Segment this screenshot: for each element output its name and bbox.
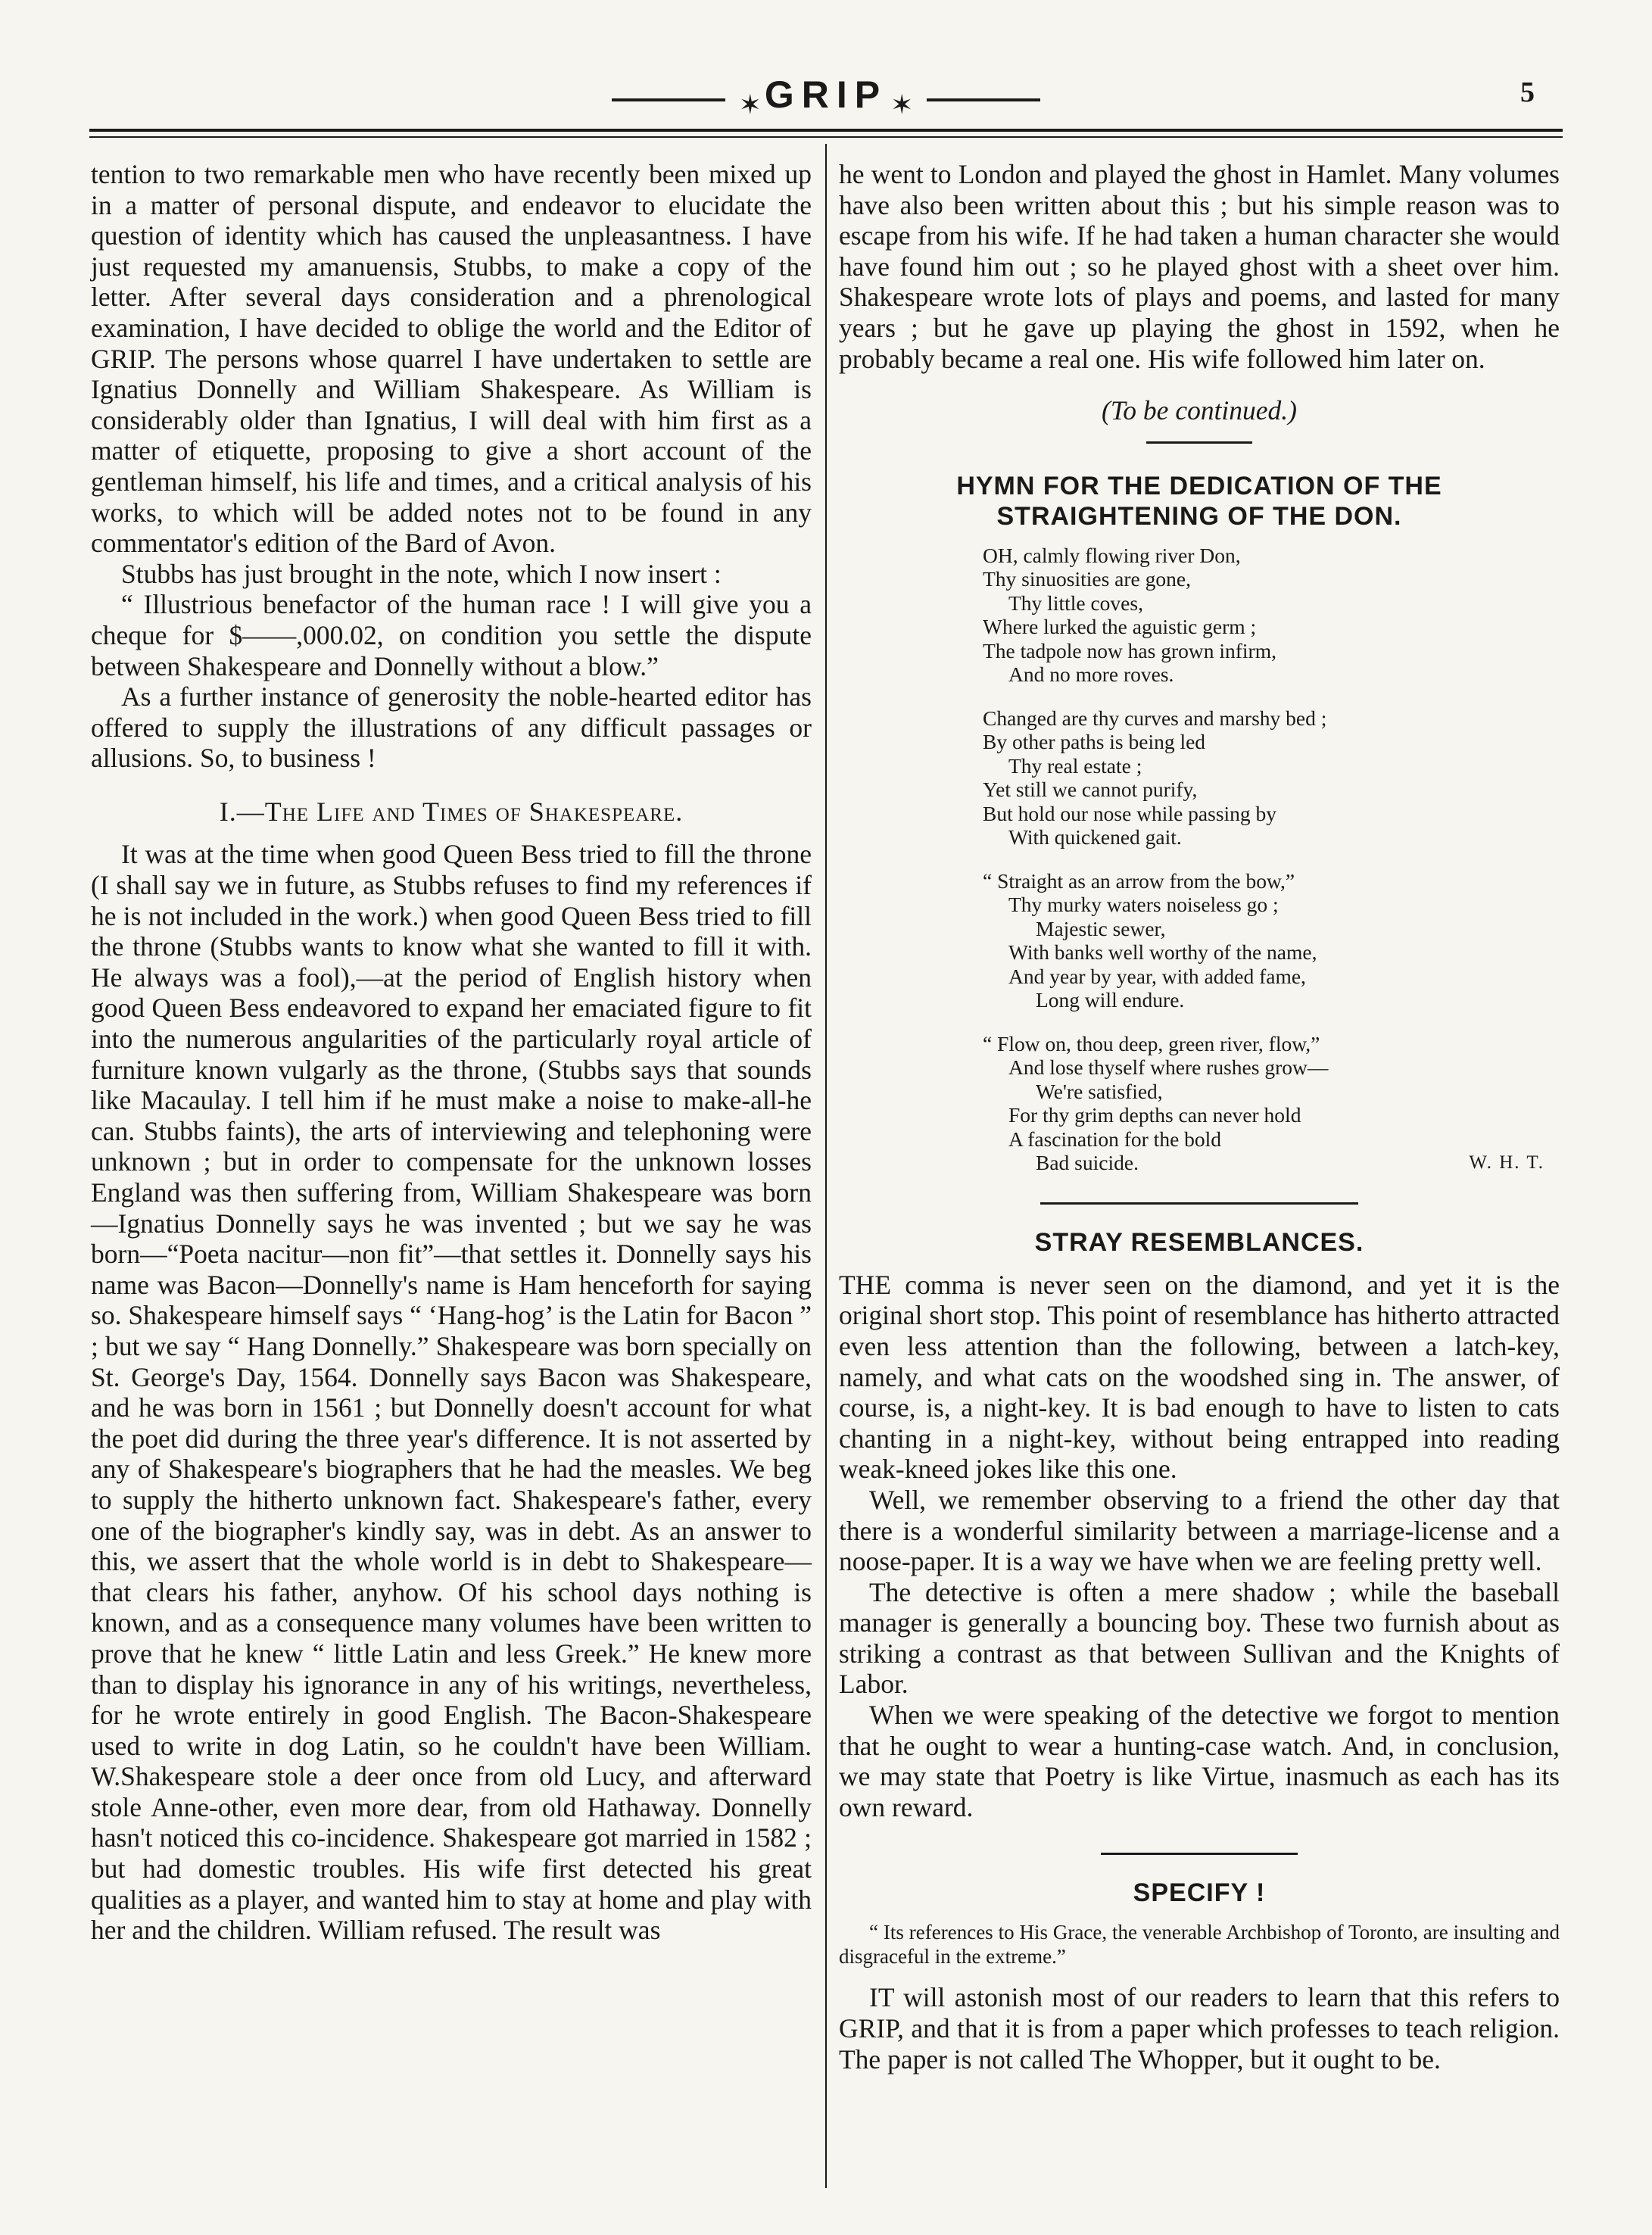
divider-rule bbox=[1101, 1853, 1298, 1855]
poem-line: A fascination for the bold bbox=[1008, 1127, 1222, 1151]
poem-line: We're satisfied, bbox=[1036, 1079, 1163, 1103]
poem-line-text: Bad suicide. bbox=[1036, 1151, 1139, 1175]
poem-line: Thy real estate ; bbox=[1008, 753, 1142, 778]
hymn-headline-line-1: HYMN FOR THE DEDICATION OF THE bbox=[956, 471, 1442, 500]
poem-stanza bbox=[983, 544, 1560, 687]
poem-line: And no more roves. bbox=[1008, 662, 1174, 687]
article-paragraph: Well, we remember observing to a friend the other day that there is a wonderful similarity between a marriage-license and a noose-paper. It is a way we have when we are feeling pretty well. bbox=[839, 1484, 1560, 1577]
article-paragraph: he went to London and played the ghost in Hamlet. Many volumes have also been written about this ; but his simple reason was to escape from his wife. If he had taken a human character she would have found him out ; so he played ghost with a sheet over him. Shakespeare wrote lots of plays and poems, and lasted for many years ; but he gave up playing the ghost in 1592, when he probably became a real one. His wife followed him later on. bbox=[839, 159, 1560, 374]
poem-stanza bbox=[983, 869, 1560, 1012]
poem-line: For thy grim depths can never hold bbox=[1008, 1103, 1301, 1127]
poem-line: Thy little coves, bbox=[1008, 591, 1143, 615]
divider-rule bbox=[1146, 441, 1252, 444]
header-rule bbox=[89, 129, 1563, 132]
hymn-headline-line-2: STRAIGHTENING OF THE DON. bbox=[996, 501, 1402, 531]
column-divider bbox=[825, 144, 827, 2188]
poem-line: With quickened gait. bbox=[1008, 825, 1182, 849]
poem-line: By other paths is being led bbox=[983, 730, 1206, 754]
hymn-headline bbox=[839, 471, 1560, 531]
star-icon: ✶ bbox=[890, 89, 914, 120]
right-column bbox=[839, 159, 1560, 2074]
article-paragraph: Stubbs has just brought in the note, which I now insert : bbox=[121, 558, 722, 589]
poem-line: OH, calmly flowing river Don, bbox=[983, 543, 1241, 567]
poem-line: But hold our nose while passing by bbox=[983, 801, 1277, 825]
poem-line bbox=[983, 1151, 1560, 1175]
section-title: I.—The Life and Times of Shakespeare. bbox=[219, 796, 684, 827]
poem-line: And lose thyself where rushes grow— bbox=[1008, 1055, 1329, 1080]
poem-line: Where lurked the aguistic germ ; bbox=[983, 615, 1257, 639]
masthead-title: GRIP bbox=[764, 73, 888, 116]
poem-line: Thy murky waters noiseless go ; bbox=[1008, 893, 1279, 917]
star-icon: ✶ bbox=[738, 89, 762, 120]
article-paragraph: tention to two remarkable men who have recently been mixed up in a matter of personal dispute, and endeavor to elucidate the question of identity which has caused the unpleasantness. I have just requested my amanuensis, Stubbs, to make a copy of the letter. After several days consideration and a phrenological examination, I have decided to oblige the world and the Editor of GRIP. The persons whose quarrel I have undertaken to settle are Ignatius Donnelly and William Shakespeare. As William is considerably older than Ignatius, I will deal with him first as a matter of etiquette, proposing to give a short account of the gentleman himself, his life and times, and a critical analysis of his works, to which will be added notes not to be found in any commentator's edition of the Bard of Avon. bbox=[91, 159, 812, 559]
masthead-flourish-left bbox=[612, 98, 725, 101]
poem-signature: W. H. T. bbox=[1469, 1152, 1544, 1174]
quoted-note: “ Illustrious benefactor of the human race ! I will give you a cheque for $——,000.02, on condition you settle the dispute between Shakespeare and Donnelly without a blow.” bbox=[91, 589, 812, 681]
poem-stanza bbox=[983, 706, 1560, 849]
poem-line: Changed are thy curves and marshy bed ; bbox=[983, 706, 1327, 730]
header-rule-thin bbox=[89, 136, 1563, 138]
poem-line: Majestic sewer, bbox=[1036, 916, 1166, 940]
poem-line: “ Flow on, thou deep, green river, flow,” bbox=[983, 1031, 1320, 1055]
article-paragraph: THE comma is never seen on the diamond, and yet it is the original short stop. This point of resemblance has hitherto attracted even less attention than the following, between a latch-key, namely, and what cats on the woodshed sing in. The answer, of course, is, a night-key. It is bad enough to have to listen to cats chanting in a night-key, without being entrapped into reading weak-kneed jokes like this one. bbox=[839, 1269, 1560, 1485]
poem-line: Thy sinuosities are gone, bbox=[983, 567, 1191, 591]
quoted-excerpt: “ Its references to His Grace, the venerable Archbishop of Toronto, are insulting and disgraceful in the extreme.” bbox=[839, 1921, 1560, 1968]
hymn-poem bbox=[983, 544, 1560, 1175]
divider-rule bbox=[1040, 1202, 1358, 1205]
continued-note: (To be continued.) bbox=[1102, 395, 1297, 426]
left-column bbox=[91, 159, 812, 1946]
poem-line: And year by year, with added fame, bbox=[1008, 964, 1306, 988]
poem-line: “ Straight as an arrow from the bow,” bbox=[983, 868, 1295, 893]
poem-stanza bbox=[983, 1032, 1560, 1175]
poem-line: Yet still we cannot purify, bbox=[983, 778, 1198, 802]
specify-headline: SPECIFY ! bbox=[1133, 1878, 1266, 1908]
stray-headline: STRAY RESEMBLANCES. bbox=[1034, 1227, 1364, 1257]
poem-line: The tadpole now has grown infirm, bbox=[983, 638, 1276, 662]
article-paragraph: It was at the time when good Queen Bess tried to fill the throne (I shall say we in future, as Stubbs refuses to find my references if he is not included in the work.) when good Queen Bess tried to fill the throne (Stubbs wants to know what she wanted to fill it with. He always was a fool),—at the period of English history when good Queen Bess endeavored to expand her emaciated figure to fit into the numerous angularities of the particularly royal article of furniture known vulgarly as the throne, (Stubbs says that sounds like Macaulay. I tell him if he must make a noise to make-all-he can. Stubbs faints), the arts of interviewing and telephoning were unknown ; but in order to compensate for the unknown losses England was then suffering from, William Shakespeare was born—Ignatius Donnelly says he was invented ; but we say he was born—“Poeta nacitur—non fit”—that settles it. Donnelly says his name was Bacon—Donnelly's name is Ham henceforth for saying so. Shakespeare himself says “ ‘Hang-hog’ is the Latin for Bacon ” ; but we say “ Hang Donnelly.” Shakespeare was born specially on St. George's Day, 1564. Donnelly says Bacon was Shakespeare, and he was born in 1561 ; but Donnelly doesn't account for what the poet did during the three year's difference. It is not asserted by any of Shakespeare's biographers that he had the measles. We beg to supply the hitherto unknown fact. Shakespeare's father, every one of the biographer's kindly say, was in debt. As an answer to this, we assert that the whole world is in debt to Shakespeare—that clears his father, anyhow. Of his school days nothing is known, and as a consequence many volumes have been written to prove that he knew “ little Latin and less Greek.” He knew more than to display his ignorance in any of his writings, nevertheless, for he wrote entirely in good English. The Bacon-Shakespeare used to write in dog Latin, so he couldn't have been William. W.Shakespeare stole a deer once from old Lucy, and afterward stole Anne-other, even more dear, from old Hathaway. Donnelly hasn't noticed this co-incidence. Shakespeare got married in 1582 ; but had domestic troubles. His wife first detected his great qualities as a player, and wanted him to stay at home and play with her and the children. William refused. The result was bbox=[91, 839, 812, 1946]
article-paragraph: The detective is often a mere shadow ; while the baseball manager is generally a bouncing boy. These two furnish about as striking a contrast as that between Sullivan and the Knights of Labor. bbox=[839, 1576, 1560, 1700]
article-paragraph: When we were speaking of the detective we forgot to mention that he ought to wear a hunting-case watch. And, in conclusion, we may state that Poetry is like Virtue, inasmuch as each has its own reward. bbox=[839, 1700, 1560, 1822]
masthead bbox=[91, 68, 1561, 121]
poem-line: With banks well worthy of the name, bbox=[1008, 940, 1317, 965]
article-paragraph: As a further instance of generosity the noble-hearted editor has offered to supply the illustrations of any difficult passages or allusions. So, to business ! bbox=[91, 681, 812, 774]
poem-line: Long will endure. bbox=[1036, 988, 1185, 1012]
page-number: 5 bbox=[1520, 76, 1535, 108]
masthead-flourish-right bbox=[927, 98, 1040, 101]
article-paragraph: IT will astonish most of our readers to learn that this refers to GRIP, and that it is from a paper which professes to teach religion. The paper is not called The Whopper, but it ought to be. bbox=[839, 1982, 1560, 2074]
